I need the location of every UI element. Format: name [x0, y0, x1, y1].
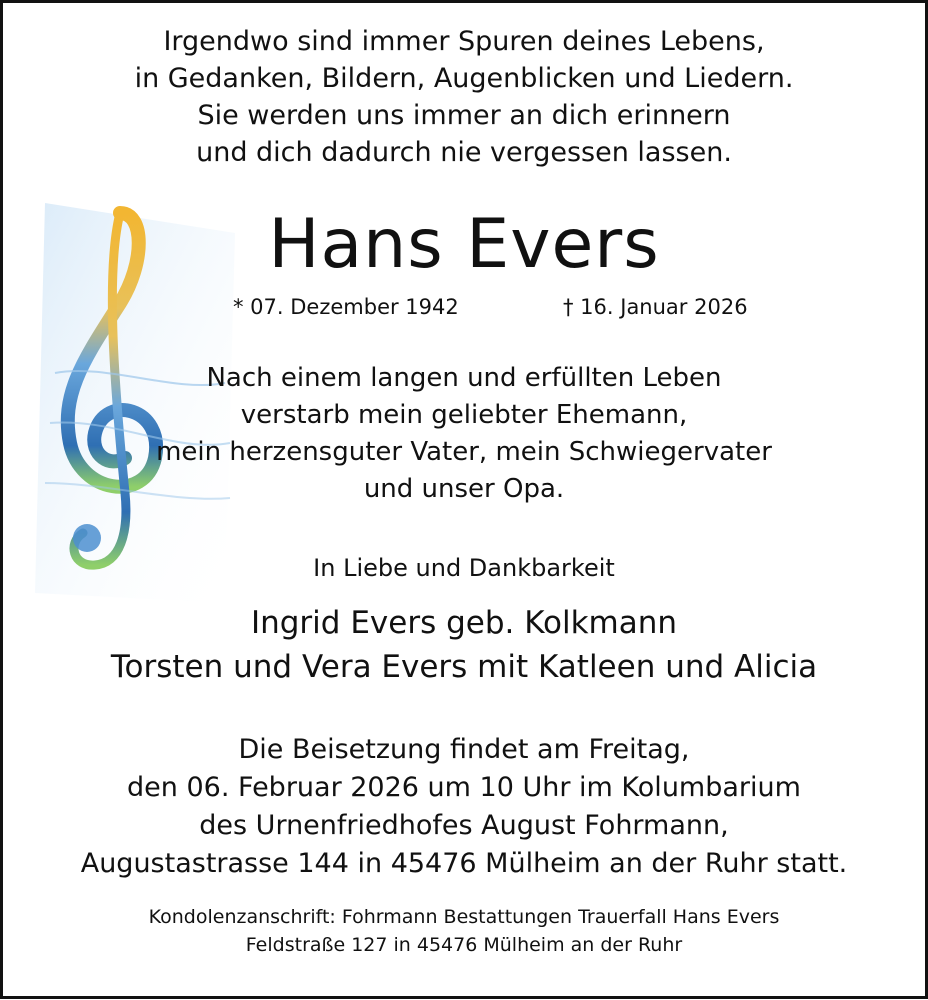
condolence-line: Feldstraße 127 in 45476 Mülheim an der Ruhr: [245, 934, 683, 956]
love-line: In Liebe und Dankbarkeit: [313, 554, 615, 582]
condolence-address: [3, 903, 925, 959]
funeral-line: den 06. Februar 2026 um 10 Uhr im Kolumbarium: [127, 772, 801, 803]
family-names: [3, 601, 925, 689]
funeral-details: [3, 731, 925, 883]
poem-line: Sie werden uns immer an dich erinnern: [197, 100, 731, 131]
condolence-line: Kondolenzanschrift: Fohrmann Bestattungen Trauerfall Hans Evers: [148, 906, 780, 928]
birth-date: * 07. Dezember 1942: [233, 295, 459, 319]
funeral-line: Augustastrasse 144 in 45476 Mülheim an der Ruhr statt.: [80, 848, 848, 879]
death-date: † 16. Januar 2026: [563, 295, 748, 319]
death-message: [3, 360, 925, 508]
message-line: Nach einem langen und erfüllten Leben: [206, 363, 722, 393]
poem: [3, 23, 925, 171]
poem-line: und dich dadurch nie vergessen lassen.: [196, 137, 732, 168]
message-line: verstarb mein geliebter Ehemann,: [240, 400, 688, 430]
funeral-line: des Urnenfriedhofes August Fohrmann,: [199, 810, 729, 841]
family-line: Torsten und Vera Evers mit Katleen und Alicia: [110, 649, 818, 685]
poem-line: Irgendwo sind immer Spuren deines Lebens,: [163, 26, 765, 57]
deceased-name: Hans Evers: [268, 205, 660, 284]
poem-line: in Gedanken, Bildern, Augenblicken und Liedern.: [134, 63, 794, 94]
family-line: Ingrid Evers geb. Kolkmann: [250, 605, 678, 641]
message-line: und unser Opa.: [363, 474, 565, 504]
funeral-line: Die Beisetzung findet am Freitag,: [238, 734, 690, 765]
message-line: mein herzensguter Vater, mein Schwiegervater: [156, 437, 772, 467]
